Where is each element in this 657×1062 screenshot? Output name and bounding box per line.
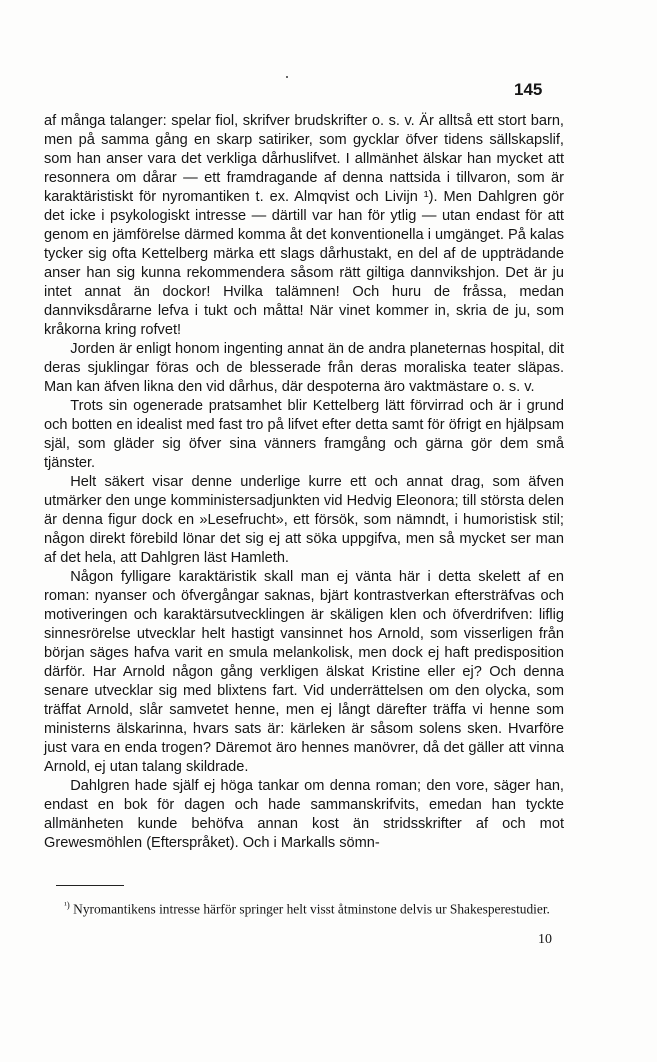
footnote-marker: ¹) (64, 900, 70, 910)
body-text (44, 112, 564, 853)
paragraph: Helt säkert visar denne underlige kurre ett och annat drag, som äfven utmärker den unge komministersadjunkten vid Hedvig Eleonora; till största delen är denna figur dock en »Lesefrucht», ett försök, som nämndt, i humoristisk stil; någon direkt förebild lönar det sig ej att söka uppgifva, men så mycket ser man af det hela, att Dahlgren läst Hamleth. (44, 474, 564, 566)
footnote-text: Nyromantikens intresse härför springer helt visst åtminstone delvis ur Shakesperestudier. (73, 901, 550, 917)
signature-mark: 10 (538, 932, 552, 947)
page-number: 145 (514, 80, 543, 99)
paragraph: Trots sin ogenerade pratsamhet blir Kettelberg lätt förvirrad och är i grund och botten en idealist med fast tro på lifvet efter detta samt för öfrigt en hjälpsam själ, som gläder sig öfver sina vänners framgång och gärna gör dem små tjänster. (44, 398, 564, 471)
paragraph: Någon fylligare karaktäristik skall man ej vänta här i detta skelett af en roman: nyanser och öfvergångar saknas, bjärt kontrastverkan eftersträfvas och motiveringen och karaktärsutvecklingen är skäligen klen och öfverdrifven: liflig sinnesrörelse utvecklar helt hastigt vansinnet hos Arnold, som visserligen från början säges hafva varit en smula melankolisk, men dock ej haft predisposition därför. Har Arnold någon gång verkligen älskat Kristine eller ej? Och denna senare utvecklar sig med blixtens fart. Vid underrättelsen om den olycka, som träffat Arnold, slår samvetet henne, men ej långt därefter träffa vi henne som ministerns älskarinna, hvars sats är: kärleken är såsom solens sken. Hvarföre just vara en enda trogen? Däremot äro hennes manövrer, då det gäller att vinna Arnold, ej utan talang skildrade. (44, 569, 564, 775)
paragraph: Dahlgren hade själf ej höga tankar om denna roman; den vore, säger han, endast en bok för dagen och hade sammanskrifvits, emedan han tyckte allmänheten kunde behöfva annan kost än stridsskrifter af och mot Grewesmöhlen (Efterspråket). Och i Markalls sömn- (44, 778, 564, 851)
paragraph: af många talanger: spelar fiol, skrifver brudskrifter o. s. v. Är alltså ett stort barn, men på samma gång en skarp satiriker, som gycklar öfver tidens sällskapslif, som han anser vara det verkliga dårhuslifvet. I allmänhet älskar han mycket att resonnera om dårar — ett framdragande af denna nattsida i tillvaron, som är karaktäristiskt för nyromantiken t. ex. Almqvist och Livijn ¹). Men Dahlgren gör det icke i psykologiskt intresse — därtill var han för ytlig — utan endast för att genom en jämförelse därmed komma åt det konventionella i umgänget. På kalas tycker sig ofta Kettelberg märka ett slags dårhustakt, en del af de uppträdande anser han sig kunna rekommendera såsom rätt giltiga dannvikshjon. Det är ju intet annat än dockor! Hvilka talämnen! Och huru de fråssa, medan dannviksdårarne lefva i tukt och måtta! När vinet kommer in, skria de ju, som kråkorna kring rofvet! (44, 113, 564, 338)
footnote-rule (56, 885, 124, 886)
footnote (44, 897, 558, 917)
print-speck (286, 76, 288, 78)
paragraph: Jorden är enligt honom ingenting annat än de andra planeternas hospital, dit deras sjuklingar föras och de blesserade från deras moraliska teater släpas. Man kan äfven likna den vid dårhus, där despoterna äro vaktmästare o. s. v. (44, 341, 564, 395)
